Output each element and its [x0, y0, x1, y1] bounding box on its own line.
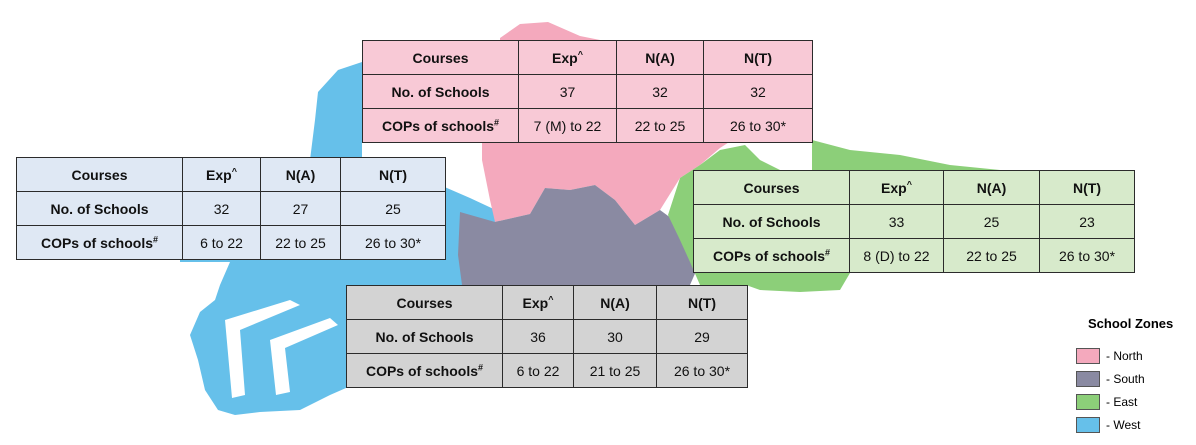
- east-zone-table: [693, 170, 1135, 273]
- table-cell: 22 to 25: [944, 239, 1040, 273]
- table-cell: 7 (M) to 22: [519, 109, 617, 143]
- row-label-cops: COPs of schools#: [694, 239, 850, 273]
- header-na: N(A): [261, 158, 341, 192]
- table-cell: 26 to 30*: [1040, 239, 1135, 273]
- table-cell: 25: [341, 192, 446, 226]
- north-zone-table: [362, 40, 813, 143]
- legend-item-west: [1076, 413, 1194, 436]
- legend-label-east: - East: [1106, 394, 1138, 409]
- table-header-row: [17, 158, 446, 192]
- table-cell: 22 to 25: [261, 226, 341, 260]
- header-nt: N(T): [341, 158, 446, 192]
- header-exp: Exp^: [850, 171, 944, 205]
- header-na: N(A): [944, 171, 1040, 205]
- row-label-cops: COPs of schools#: [347, 354, 503, 388]
- header-na: N(A): [617, 41, 704, 75]
- table-row: [694, 239, 1135, 273]
- table-header-row: [347, 286, 748, 320]
- table-cell: 26 to 30*: [704, 109, 813, 143]
- table-cell: 23: [1040, 205, 1135, 239]
- header-courses: Courses: [347, 286, 503, 320]
- table-cell: 36: [503, 320, 574, 354]
- table-row: [694, 205, 1135, 239]
- table-cell: 32: [183, 192, 261, 226]
- legend-swatch-south: [1076, 371, 1100, 387]
- legend-item-east: [1076, 390, 1194, 413]
- table-cell: 33: [850, 205, 944, 239]
- header-nt: N(T): [1040, 171, 1135, 205]
- row-label-cops: COPs of schools#: [17, 226, 183, 260]
- west-zone-table: [16, 157, 446, 260]
- legend-swatch-east: [1076, 394, 1100, 410]
- table-cell: 32: [617, 75, 704, 109]
- table-row: [17, 192, 446, 226]
- row-label-no-of-schools: No. of Schools: [347, 320, 503, 354]
- table-header-row: [694, 171, 1135, 205]
- header-nt: N(T): [657, 286, 748, 320]
- table-cell: 37: [519, 75, 617, 109]
- header-courses: Courses: [17, 158, 183, 192]
- school-zones-legend: [1076, 316, 1194, 436]
- table-row: [347, 320, 748, 354]
- legend-label-north: - North: [1106, 348, 1143, 363]
- legend-swatch-west: [1076, 417, 1100, 433]
- legend-label-west: - West: [1106, 417, 1141, 432]
- table-cell: 29: [657, 320, 748, 354]
- header-nt: N(T): [704, 41, 813, 75]
- row-label-no-of-schools: No. of Schools: [363, 75, 519, 109]
- header-exp: Exp^: [519, 41, 617, 75]
- table-cell: 6 to 22: [183, 226, 261, 260]
- table-cell: 30: [574, 320, 657, 354]
- header-courses: Courses: [363, 41, 519, 75]
- table-cell: 22 to 25: [617, 109, 704, 143]
- table-cell: 25: [944, 205, 1040, 239]
- south-zone-table: [346, 285, 748, 388]
- table-cell: 6 to 22: [503, 354, 574, 388]
- table-row: [347, 354, 748, 388]
- legend-item-north: [1076, 344, 1194, 367]
- row-label-no-of-schools: No. of Schools: [694, 205, 850, 239]
- legend-label-south: - South: [1106, 371, 1145, 386]
- table-row: [17, 226, 446, 260]
- row-label-cops: COPs of schools#: [363, 109, 519, 143]
- legend-swatch-north: [1076, 348, 1100, 364]
- table-row: [363, 109, 813, 143]
- table-header-row: [363, 41, 813, 75]
- table-cell: 26 to 30*: [657, 354, 748, 388]
- row-label-no-of-schools: No. of Schools: [17, 192, 183, 226]
- table-cell: 32: [704, 75, 813, 109]
- header-courses: Courses: [694, 171, 850, 205]
- header-exp: Exp^: [183, 158, 261, 192]
- header-exp: Exp^: [503, 286, 574, 320]
- table-cell: 27: [261, 192, 341, 226]
- table-cell: 26 to 30*: [341, 226, 446, 260]
- legend-title: School Zones: [1088, 316, 1174, 331]
- header-na: N(A): [574, 286, 657, 320]
- table-row: [363, 75, 813, 109]
- table-cell: 21 to 25: [574, 354, 657, 388]
- table-cell: 8 (D) to 22: [850, 239, 944, 273]
- legend-item-south: [1076, 367, 1194, 390]
